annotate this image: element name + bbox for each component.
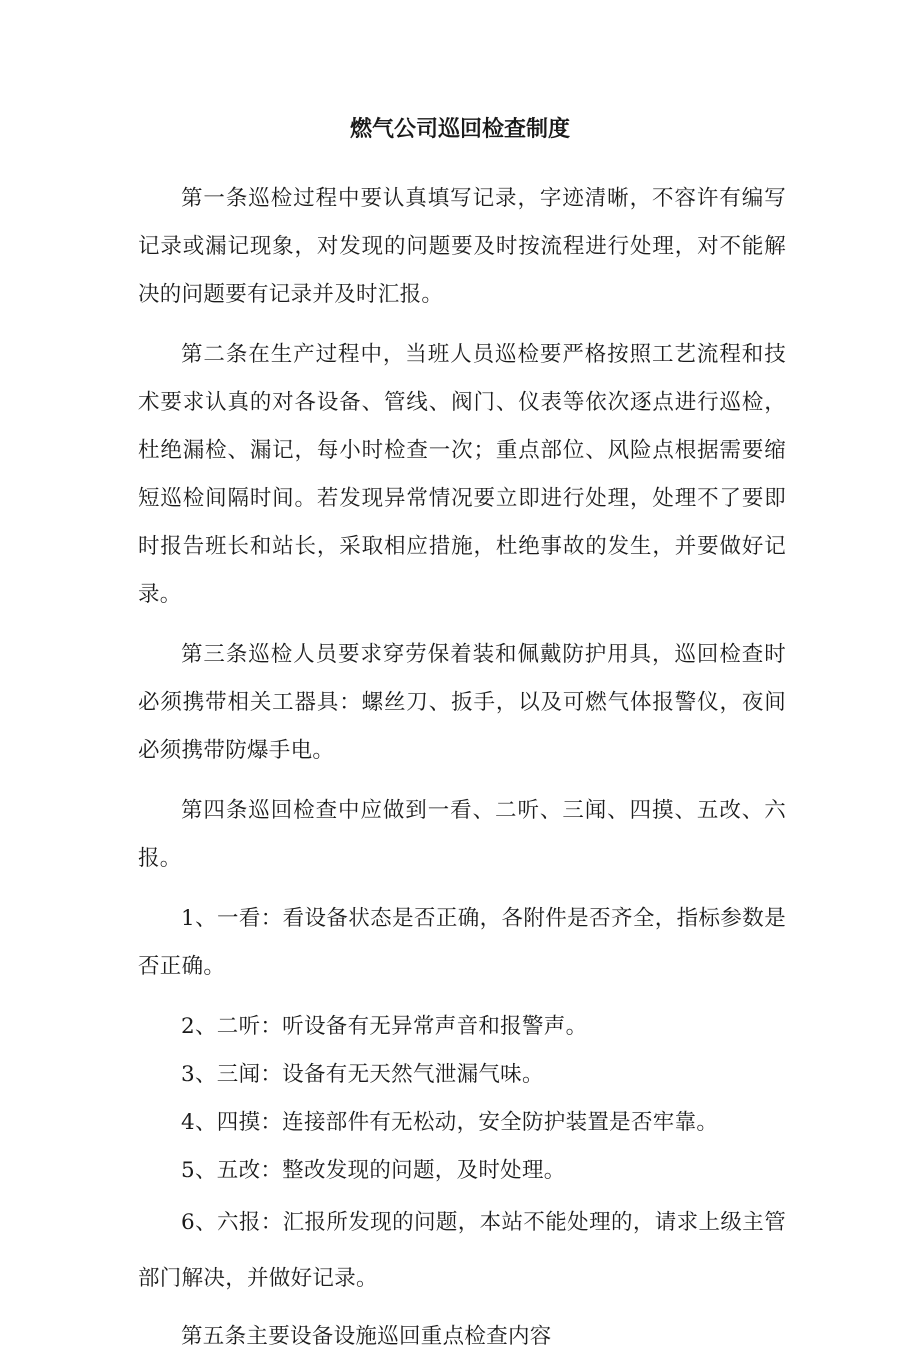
document-title: 燃气公司巡回检查制度	[349, 117, 570, 142]
item-5-fix-paragraph: 5、五改：整改发现的问题，及时处理。	[181, 1158, 566, 1183]
article-4-paragraph: 第四条巡回检查中应做到一看、二听、三闻、四摸、五改、六报。	[138, 798, 786, 871]
item-1-look-paragraph: 1、一看：看设备状态是否正确，各附件是否齐全，指标参数是否正确。	[138, 906, 786, 979]
article-1-paragraph: 第一条巡检过程中要认真填写记录，字迹清晰，不容许有编写记录或漏记现象，对发现的问题要及时按流程进行处理，对不能解决的问题要有记录并及时汇报。	[138, 186, 786, 307]
item-6-report-paragraph: 6、六报：汇报所发现的问题，本站不能处理的，请求上级主管部门解决，并做好记录。	[138, 1210, 786, 1291]
item-4-touch-paragraph: 4、四摸：连接部件有无松动，安全防护装置是否牢靠。	[181, 1110, 719, 1135]
item-3-smell-paragraph: 3、三闻：设备有无天然气泄漏气味。	[181, 1062, 544, 1087]
article-3-paragraph: 第三条巡检人员要求穿劳保着装和佩戴防护用具，巡回检查时必须携带相关工器具：螺丝刀、扳手，以及可燃气体报警仪，夜间必须携带防爆手电。	[138, 642, 786, 763]
document-body	[138, 175, 786, 1361]
article-2-paragraph: 第二条在生产过程中，当班人员巡检要严格按照工艺流程和技术要求认真的对各设备、管线、阀门、仪表等依次逐点进行巡检，杜绝漏检、漏记，每小时检查一次；重点部位、风险点根据需要缩短巡检间隔时间。若发现异常情况要立即进行处理，处理不了要即时报告班长和站长，采取相应措施，杜绝事故的发生，并要做好记录。	[138, 342, 786, 607]
article-5-paragraph: 第五条主要设备设施巡回重点检查内容	[181, 1324, 552, 1349]
item-2-listen-paragraph: 2、二听：听设备有无异常声音和报警声。	[181, 1014, 588, 1039]
